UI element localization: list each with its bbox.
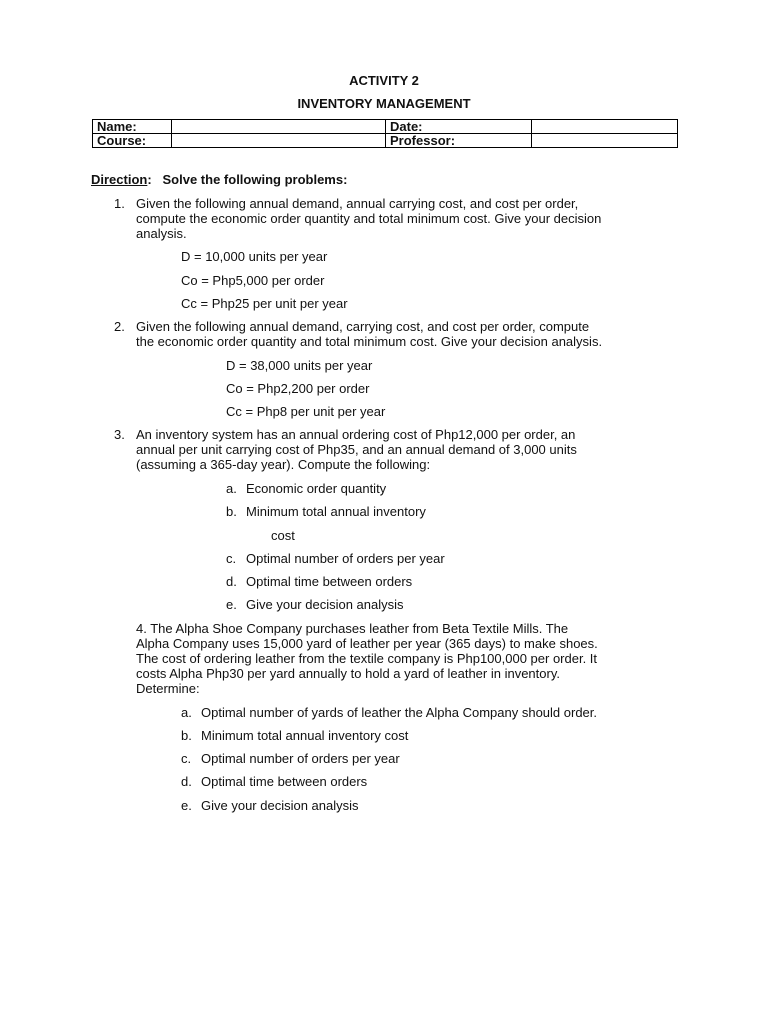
professor-field[interactable]	[532, 134, 678, 148]
problem-text-line: compute the economic order quantity and total minimum cost. Give your decision	[136, 211, 602, 226]
item-text: Optimal number of orders per year	[201, 751, 400, 766]
given-value: Cc = Php8 per unit per year	[226, 404, 386, 419]
problem-number: 1.	[114, 196, 125, 211]
problem-text-line: An inventory system has an annual ordering cost of Php12,000 per order, an	[136, 427, 576, 442]
item-text: cost	[271, 528, 295, 543]
item-text: Minimum total annual inventory cost	[201, 728, 409, 743]
activity-title: ACTIVITY 2	[349, 73, 419, 88]
item-text: Optimal time between orders	[201, 774, 368, 789]
professor-label: Professor:	[386, 134, 532, 148]
given-value: D = 38,000 units per year	[226, 358, 373, 373]
item-letter: c.	[181, 751, 192, 766]
direction-text: Solve the following problems:	[162, 172, 348, 187]
date-label: Date:	[386, 120, 532, 134]
course-label: Course:	[93, 134, 172, 148]
info-table	[92, 119, 678, 148]
item-text: Minimum total annual inventory	[246, 504, 426, 519]
problem-text-line: Given the following annual demand, carrying cost, and cost per order, compute	[136, 319, 590, 334]
problem-text-line: the economic order quantity and total minimum cost. Give your decision analysis.	[136, 334, 603, 349]
direction-label: Direction	[91, 172, 148, 187]
problem-text-line: costs Alpha Php30 per yard annually to hold a yard of leather in inventory.	[136, 666, 560, 681]
direction: Direction: Solve the following problems:	[91, 172, 348, 187]
problem-text-line: (assuming a 365-day year). Compute the following:	[136, 457, 431, 472]
problem-text-line	[136, 621, 568, 636]
given-value: Co = Php5,000 per order	[181, 273, 325, 288]
item-text: Give your decision analysis	[246, 597, 404, 612]
problem-text-line: Given the following annual demand, annual carrying cost, and cost per order,	[136, 196, 579, 211]
problem-number: 2.	[114, 319, 125, 334]
given-value: D = 10,000 units per year	[181, 249, 328, 264]
item-text: Economic order quantity	[246, 481, 387, 496]
problem-number: 4.	[136, 621, 147, 636]
item-letter: d.	[226, 574, 237, 589]
given-value: Cc = Php25 per unit per year	[181, 296, 348, 311]
date-field[interactable]	[532, 120, 678, 134]
problem-text-line: The cost of ordering leather from the textile company is Php100,000 per order. It	[136, 651, 598, 666]
item-letter: a.	[226, 481, 237, 496]
problem-text-line: Determine:	[136, 681, 200, 696]
item-letter: b.	[226, 504, 237, 519]
item-letter: e.	[226, 597, 237, 612]
page-title: INVENTORY MANAGEMENT	[297, 96, 471, 111]
name-field[interactable]	[172, 120, 386, 134]
course-field[interactable]	[172, 134, 386, 148]
problem-text-line: Alpha Company uses 15,000 yard of leather per year (365 days) to make shoes.	[136, 636, 598, 651]
given-value: Co = Php2,200 per order	[226, 381, 370, 396]
name-label: Name:	[93, 120, 172, 134]
problem-number: 3.	[114, 427, 125, 442]
item-text: Optimal number of yards of leather the Alpha Company should order.	[201, 705, 597, 720]
item-letter: c.	[226, 551, 237, 566]
problem-text-line: annual per unit carrying cost of Php35, and an annual demand of 3,000 units	[136, 442, 577, 457]
problem-text-first: The Alpha Shoe Company purchases leather from Beta Textile Mills. The	[150, 621, 569, 636]
item-letter: e.	[181, 798, 192, 813]
item-letter: b.	[181, 728, 192, 743]
item-text: Give your decision analysis	[201, 798, 359, 813]
item-text: Optimal number of orders per year	[246, 551, 445, 566]
item-letter: a.	[181, 705, 192, 720]
item-text: Optimal time between orders	[246, 574, 413, 589]
item-letter: d.	[181, 774, 192, 789]
problem-text-line: analysis.	[136, 226, 187, 241]
